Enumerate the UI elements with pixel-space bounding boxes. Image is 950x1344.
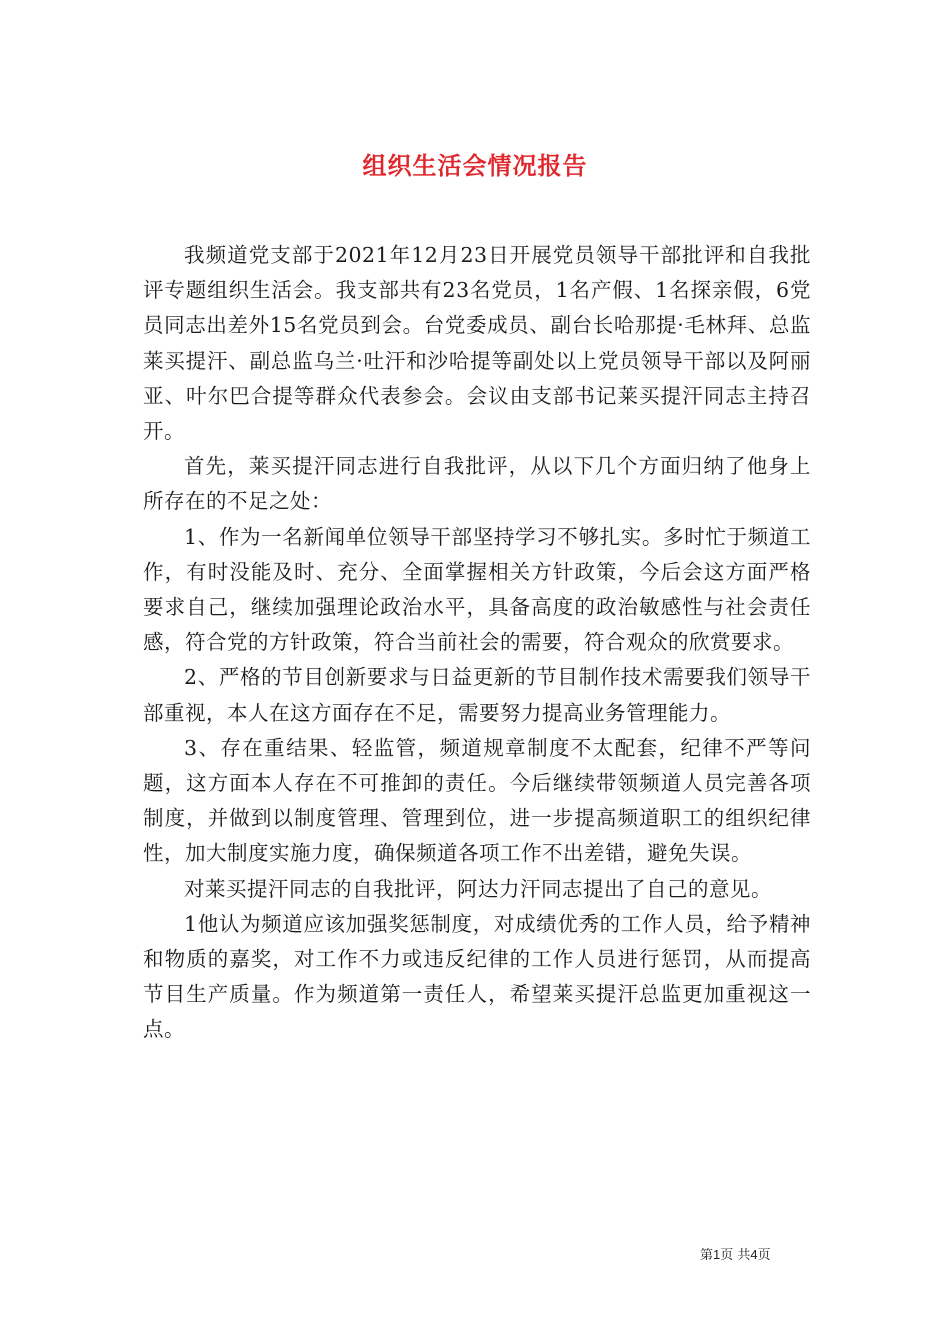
paragraph-5: 3、存在重结果、轻监管，频道规章制度不太配套，纪律不严等问题，这方面本人存在不可推卸的责任。今后继续带领频道人员完善各项制度，并做到以制度管理、管理到位，进一步提高频道职工的组织纪律性，加大制度实施力度，确保频道各项工作不出差错，避免失误。 [143, 735, 811, 866]
current-page-number: 1 [713, 1247, 721, 1262]
total-pages-number: 4 [750, 1247, 758, 1262]
document-body [143, 238, 811, 1048]
paragraph-4: 2、严格的节目创新要求与日益更新的节目制作技术需要我们领导干部重视，本人在这方面存在不足，需要努力提高业务管理能力。 [143, 665, 811, 725]
document-title: 组织生活会情况报告 [362, 151, 588, 181]
paragraph-1: 我频道党支部于2021年12月23日开展党员领导干部批评和自我批评专题组织生活会。我支部共有23名党员，1名产假、1名探亲假，6党员同志出差外15名党员到会。台党委成员、副台长哈那提·毛林拜、总监莱买提汗、副总监乌兰·吐汗和沙哈提等副处以上党员领导干部以及阿丽亚、叶尔巴合提等群众代表参会。会议由支部书记莱买提汗同志主持召开。 [143, 243, 811, 444]
paragraph-7: 1他认为频道应该加强奖惩制度，对成绩优秀的工作人员，给予精神和物质的嘉奖，对工作不力或违反纪律的工作人员进行惩罚，从而提高节目生产质量。作为频道第一责任人，希望莱买提汗总监更加重视这一点。 [143, 911, 811, 1042]
page-number-footer [700, 1246, 820, 1265]
footer-suffix: 页 [757, 1248, 771, 1263]
footer-prefix: 第 [700, 1248, 714, 1263]
paragraph-6: 对莱买提汗同志的自我批评，阿达力汗同志提出了自己的意见。 [184, 876, 772, 901]
footer-middle: 页 共 [720, 1248, 751, 1263]
paragraph-2: 首先，莱买提汗同志进行自我批评，从以下几个方面归纳了他身上所存在的不足之处： [143, 454, 811, 514]
paragraph-3: 1、作为一名新闻单位领导干部坚持学习不够扎实。多时忙于频道工作，有时没能及时、充分、全面掌握相关方针政策，今后会这方面严格要求自己，继续加强理论政治水平，具备高度的政治敏感性与社会责任感，符合党的方针政策，符合当前社会的需要，符合观众的欣赏要求。 [143, 524, 811, 655]
